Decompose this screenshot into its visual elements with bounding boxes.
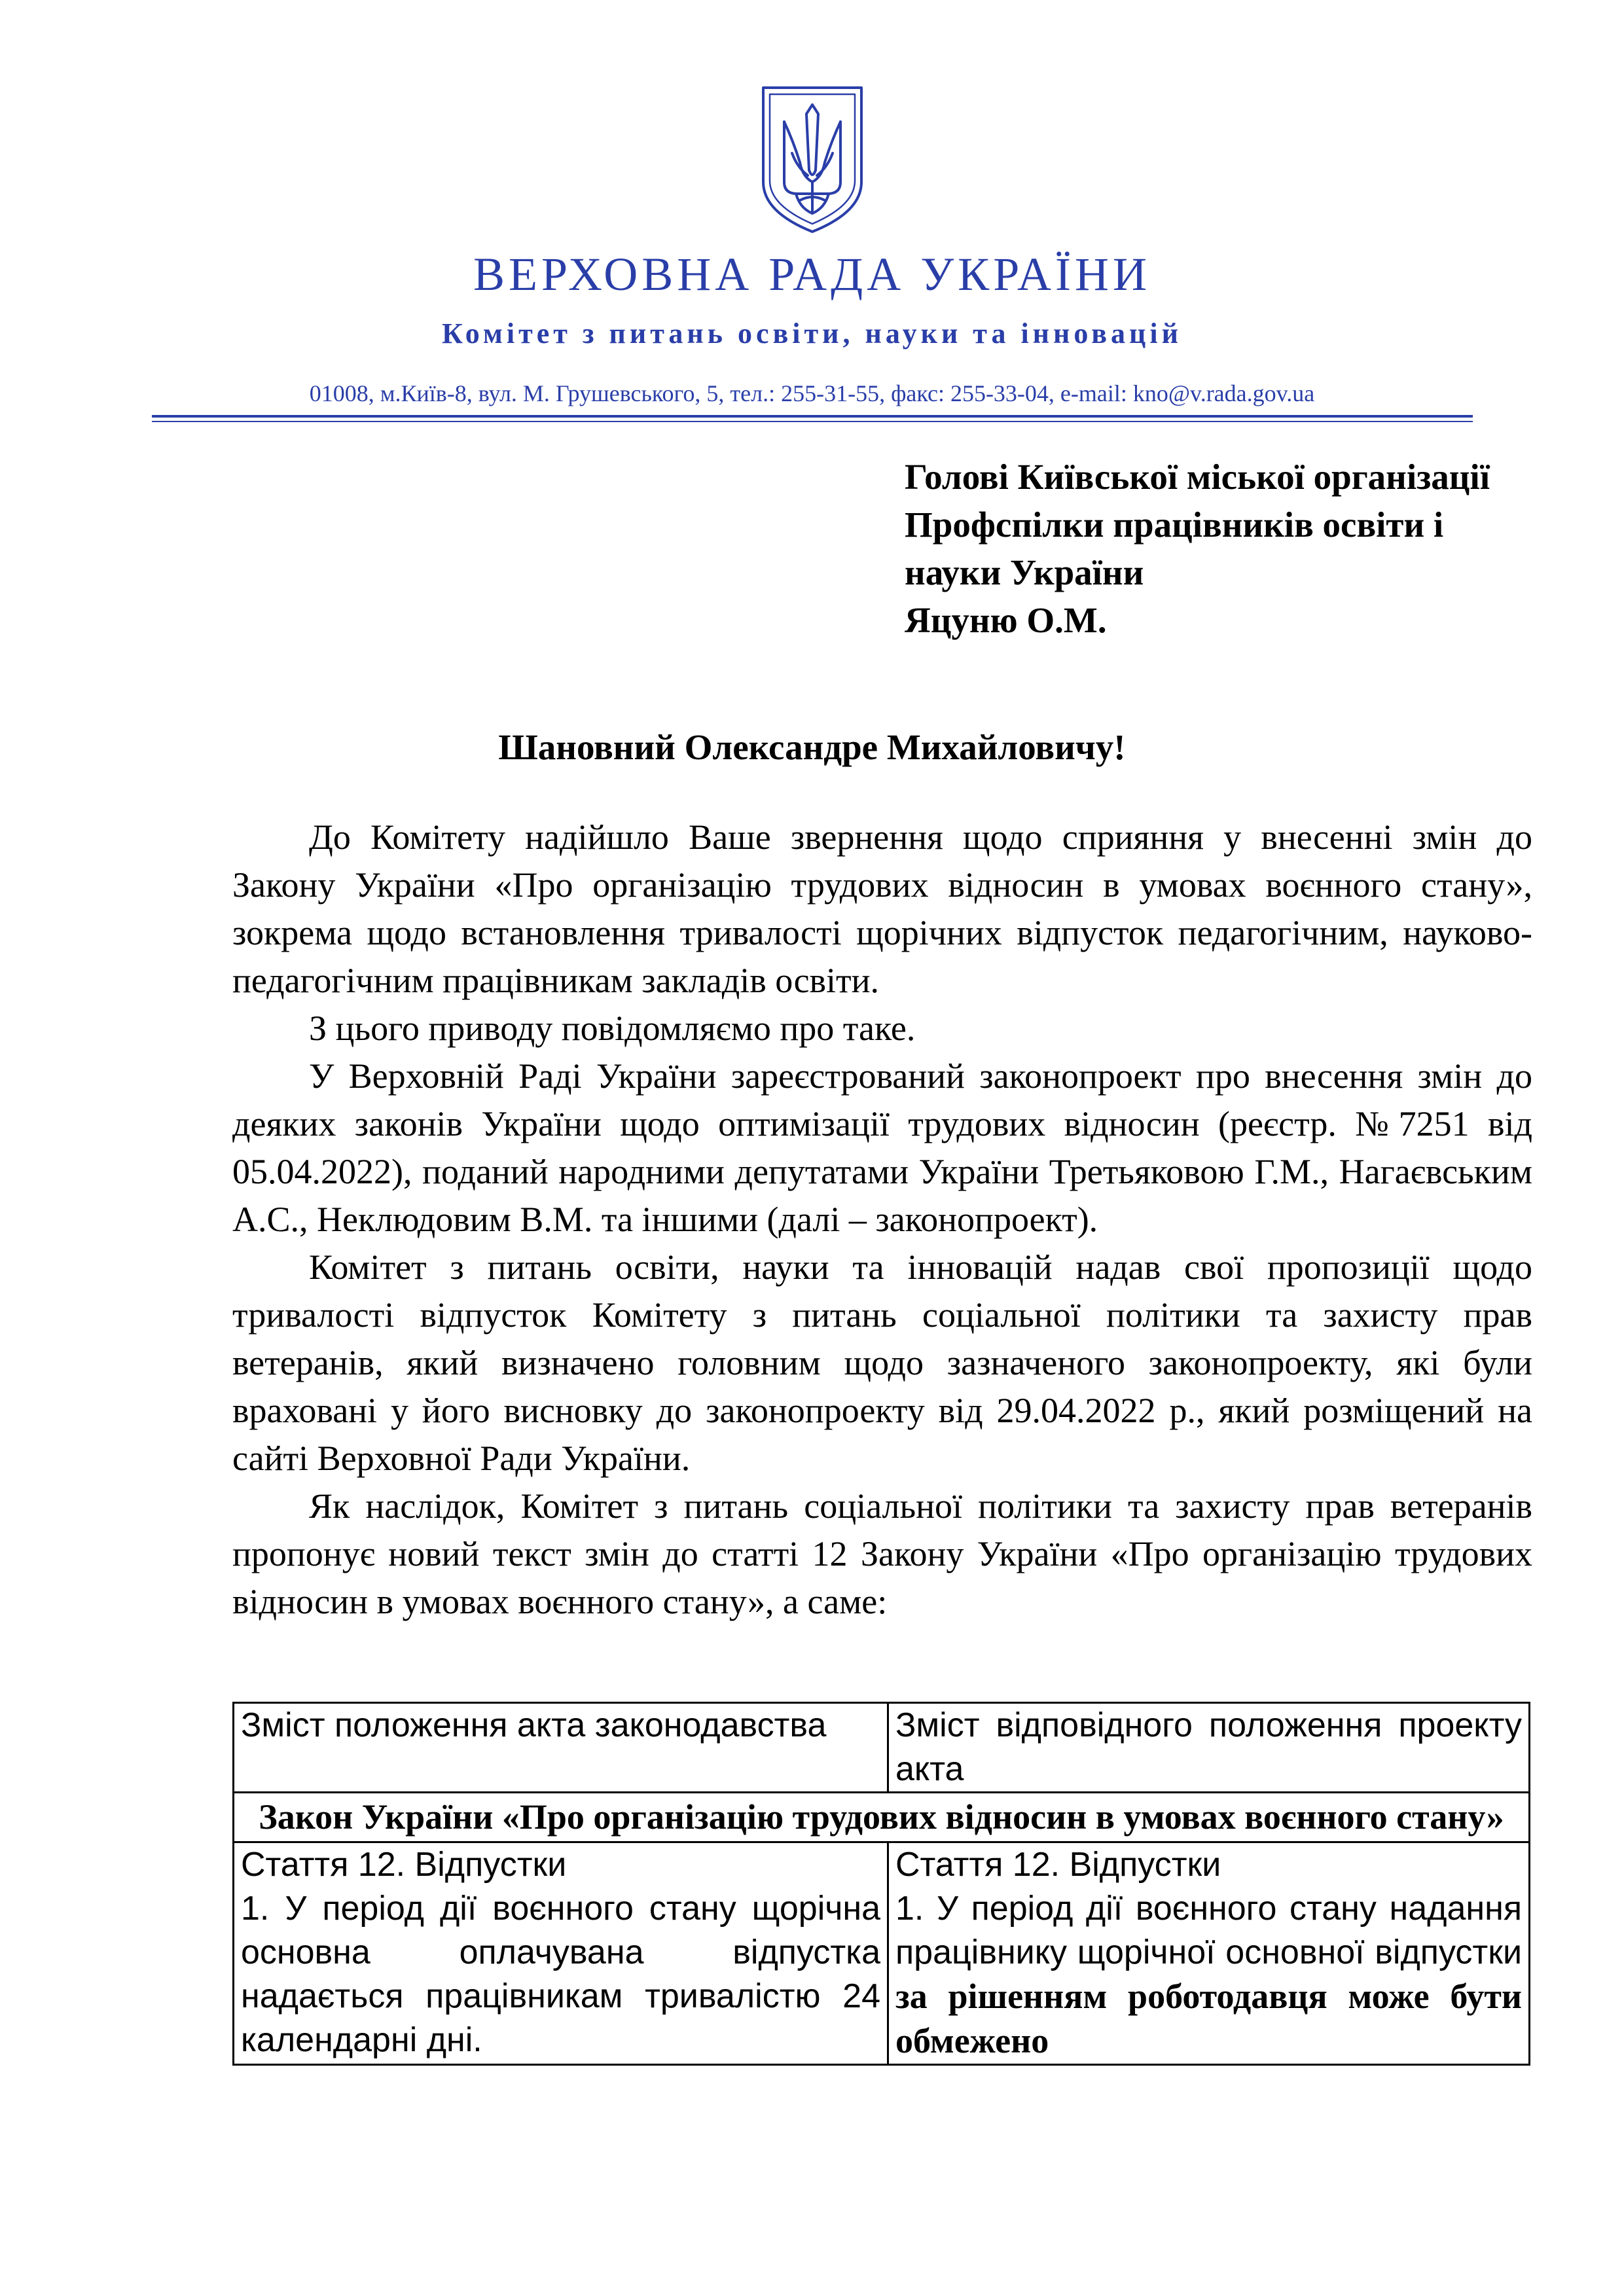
addressee-name: Яцуню О.М.: [905, 600, 1107, 640]
proposed-text-plain: 1. У період дії воєнного стану надання працівнику щорічної основної відпустки: [895, 1890, 1522, 1971]
addressee-line: науки України: [905, 552, 1144, 592]
article-heading: Стаття 12. Відпустки: [241, 1846, 567, 1884]
body-paragraph: З цього приводу повідомляємо про таке.: [309, 1009, 916, 1048]
body-paragraph: Комітет з питань освіти, науки та інновацій надав свої пропозиції щодо тривалості відпусток Комітету з питань соціальної політики та захисту прав ветеранів, який визначено головним щодо зазначеного законопроекту, які були враховані у його висновку до законопроекту від 29.04.2022 р., який розміщений на сайті Верховної Ради України.: [232, 1247, 1532, 1478]
table-header-right: Зміст відповідного положення проекту акта: [895, 1706, 1522, 1788]
salutation: Шановний Олександре Михайловичу!: [498, 727, 1126, 767]
table-header-row: [234, 1703, 1530, 1793]
header-divider-thin: [152, 421, 1473, 422]
body-paragraph: У Верховній Раді України зареєстрований законопроект про внесення змін до деяких законів України щодо оптимізації трудових відносин (реєстр. №7251 від 05.04.2022), поданий народними депутатами України Третьяковою Г.М., Нагаєвським А.С., Неклюдовим В.М. та іншими (далі – законопроект).: [232, 1056, 1532, 1239]
contact-address: 01008, м.Київ-8, вул. М. Грушевського, 5, тел.: 255-31-55, факс: 255-33-04, e-mail: kno@v.rada.gov.ua: [309, 380, 1315, 406]
table-header-cell: [888, 1703, 1530, 1793]
proposed-text-bold: за рішенням роботодавця може бути обмежено: [895, 1977, 1522, 2060]
committee-name: Комітет з питань освіти, науки та інновацій: [442, 317, 1182, 350]
header-divider: [152, 415, 1473, 418]
table-header-left: Зміст положення акта законодавства: [241, 1706, 827, 1744]
org-title: ВЕРХОВНА РАДА УКРАЇНИ: [473, 248, 1151, 300]
table-law-row: [234, 1793, 1530, 1842]
table-header-cell: [234, 1703, 888, 1793]
body-paragraph: До Комітету надійшло Ваше звернення щодо сприяння у внесенні змін до Закону України «Про організацію трудових відносин в умовах воєнного стану», зокрема щодо встановлення тривалості щорічних відпусток педагогічним, науково-педагогічним працівникам закладів освіти.: [232, 817, 1532, 1000]
table-cell-current: [234, 1842, 888, 2065]
addressee-block: [905, 453, 1598, 644]
law-title: Закон України «Про організацію трудових відносин в умовах воєнного стану»: [234, 1793, 1530, 1842]
body-paragraph: Як наслідок, Комітет з питань соціальної політики та захисту прав ветеранів пропонує новий текст змін до статті 12 Закону України «Про організацію трудових відносин в умовах воєнного стану», а саме:: [232, 1486, 1532, 1621]
article-text-proposed: [895, 1887, 1522, 2064]
trident-emblem-icon: [758, 84, 867, 236]
table-cell-proposed: [888, 1842, 1530, 2065]
article-heading: Стаття 12. Відпустки: [895, 1846, 1221, 1884]
addressee-line: Профспілки працівників освіти і: [905, 505, 1444, 545]
article-text-current: 1. У період дії воєнного стану щорічна основна оплачувана відпустка надається працівникам тривалістю 24 календарні дні.: [241, 1890, 880, 2059]
table-row: [234, 1842, 1530, 2065]
comparison-table: [232, 1702, 1530, 2066]
addressee-line: Голові Київської міської організації: [905, 457, 1490, 497]
